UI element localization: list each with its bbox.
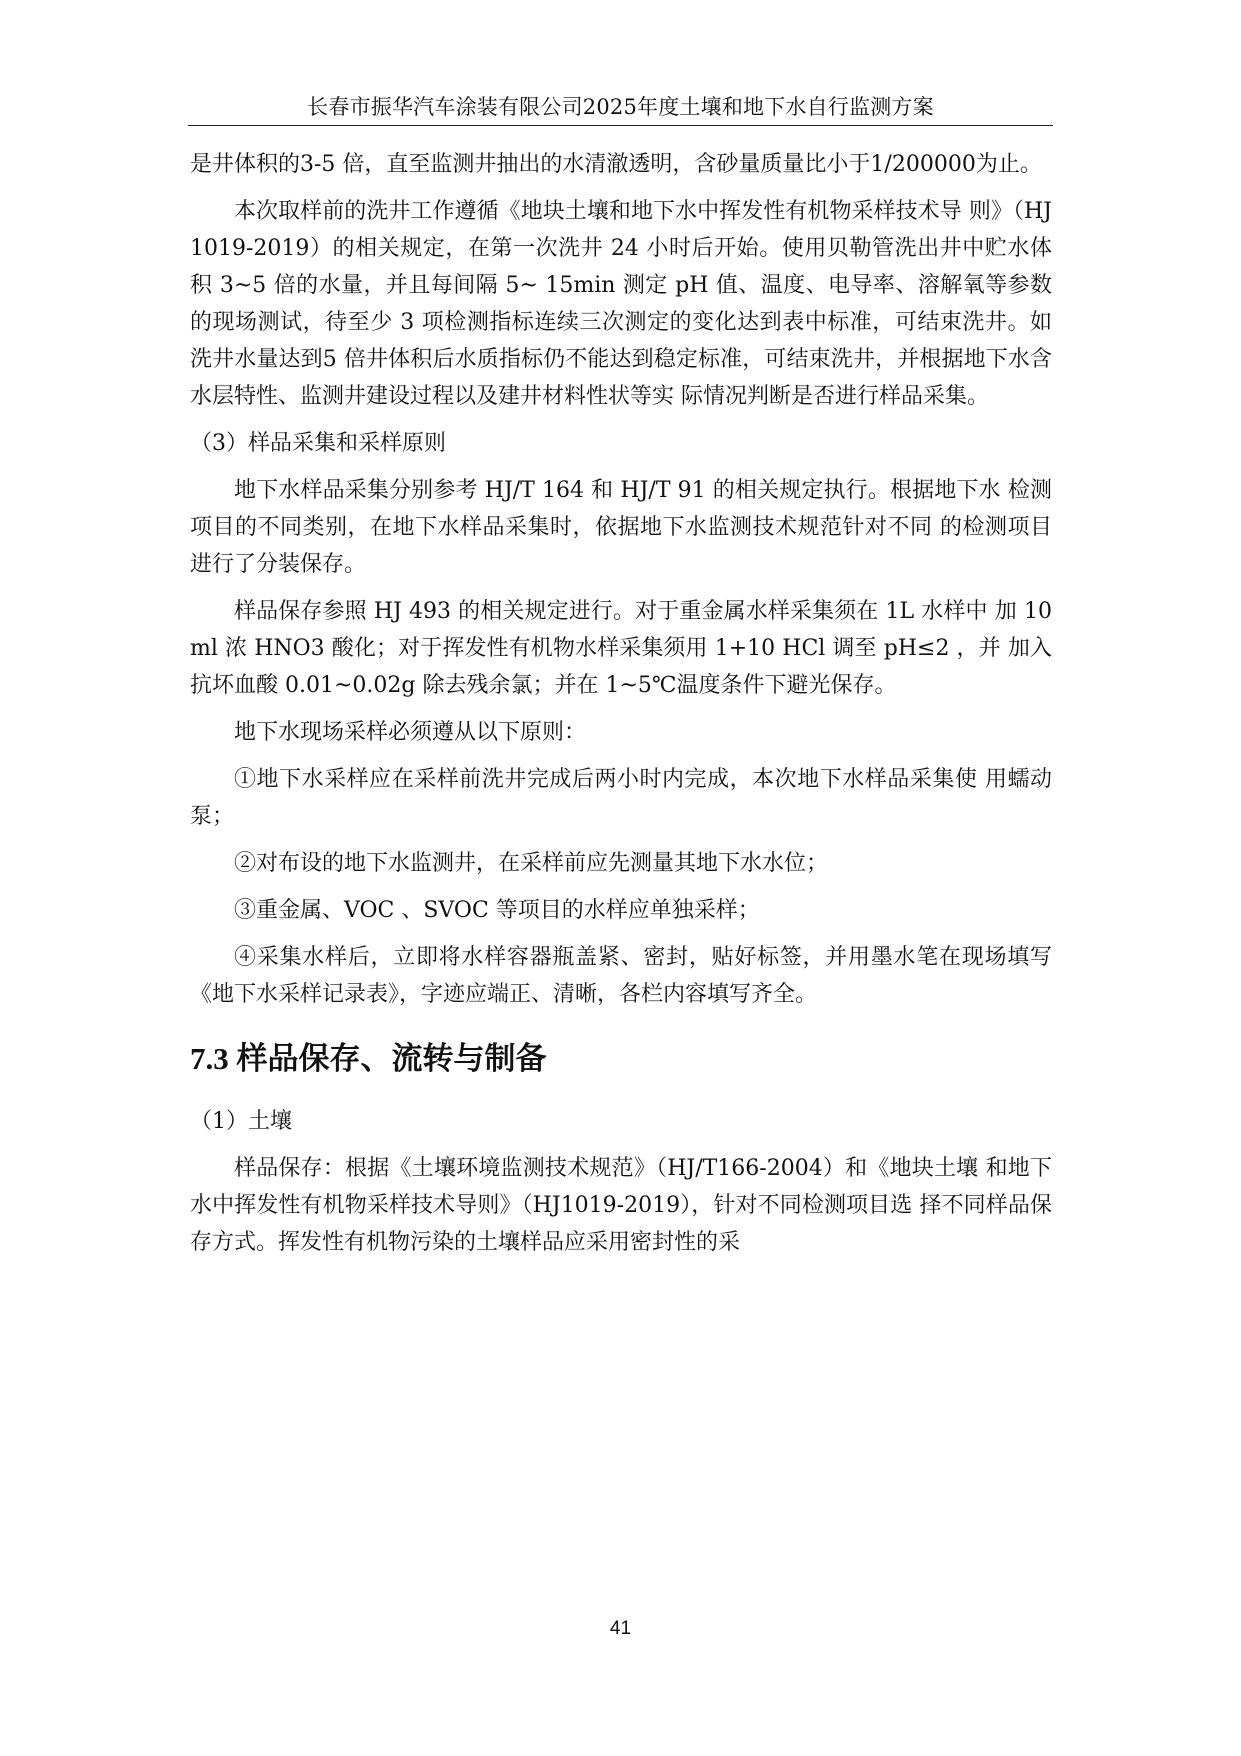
list-item-principle-1: ①地下水采样应在采样前洗井完成后两小时内完成，本次地下水样品采集使 用蠕动泵； bbox=[190, 767, 1052, 829]
list-item-principle-2: ②对布设的地下水监测井，在采样前应先测量其地下水水位； bbox=[234, 851, 829, 876]
subheading-sampling-principles: （3）样品采集和采样原则 bbox=[190, 431, 446, 456]
header-divider bbox=[188, 125, 1053, 126]
subheading-soil: （1）土壤 bbox=[190, 1109, 292, 1134]
paragraph-principles-intro: 地下水现场采样必须遵从以下原则： bbox=[234, 720, 587, 745]
page-body bbox=[190, 146, 1052, 1271]
paragraph-sample-preservation: 样品保存参照 HJ 493 的相关规定进行。对于重金属水样采集须在 1L 水样中 加 10ml 浓 HNO3 酸化；对于挥发性有机物水样采集须用 1+10 HCl 调至 pH≤2 ，并 加入抗坏血酸 0.01~0.02g 除去残余氯；并在 1~5℃温度条件下避光保存。 bbox=[190, 599, 1052, 698]
paragraph-soil-preservation: 样品保存：根据《土壤环境监测技术规范》（HJ/T166-2004）和《地块土壤 和地下水中挥发性有机物采样技术导则》（HJ1019-2019），针对不同检测项目选 择不同样品保存方式。挥发性有机物污染的土壤样品应采用密封性的采 bbox=[190, 1156, 1052, 1255]
section-heading-7-3: 7.3 样品保存、流转与制备 bbox=[190, 1041, 547, 1076]
paragraph-well-washing: 本次取样前的洗井工作遵循《地块土壤和地下水中挥发性有机物采样技术导 则》（HJ1019-2019）的相关规定，在第一次洗井 24 小时后开始。使用贝勒管洗出井中贮水体积 3~5 倍的水量，并且每间隔 5~ 15min 测定 pH 值、温度、电导率、溶解氧等参数的现场测试，待至少 3 项检测指标连续三次测定的变化达到表中标准，可结束洗井。如洗井水量达到5 倍井体积后水质指标仍不能达到稳定标准，可结束洗井，并根据地下水含水层特性、监测井建设过程以及建井材料性状等实 际情况判断是否进行样品采集。 bbox=[190, 199, 1052, 409]
paragraph-continuation: 是井体积的3-5 倍，直至监测井抽出的水清澈透明，含砂量质量比小于1/200000为止。 bbox=[190, 152, 1042, 177]
page-header-title: 长春市振华汽车涂装有限公司2025年度土壤和地下水自行监测方案 bbox=[307, 95, 934, 119]
paragraph-groundwater-sampling: 地下水样品采集分别参考 HJ/T 164 和 HJ/T 91 的相关规定执行。根据地下水 检测项目的不同类别，在地下水样品采集时，依据地下水监测技术规范针对不同 的检测项目进行了分装保存。 bbox=[190, 478, 1052, 577]
list-item-principle-4: ④采集水样后，立即将水样容器瓶盖紧、密封，贴好标签，并用墨水笔在现场填写《地下水采样记录表》，字迹应端正、清晰，各栏内容填写齐全。 bbox=[190, 945, 1052, 1007]
page-number: 41 bbox=[609, 1618, 632, 1639]
list-item-principle-3: ③重金属、VOC 、SVOC 等项目的水样应单独采样； bbox=[234, 898, 760, 923]
